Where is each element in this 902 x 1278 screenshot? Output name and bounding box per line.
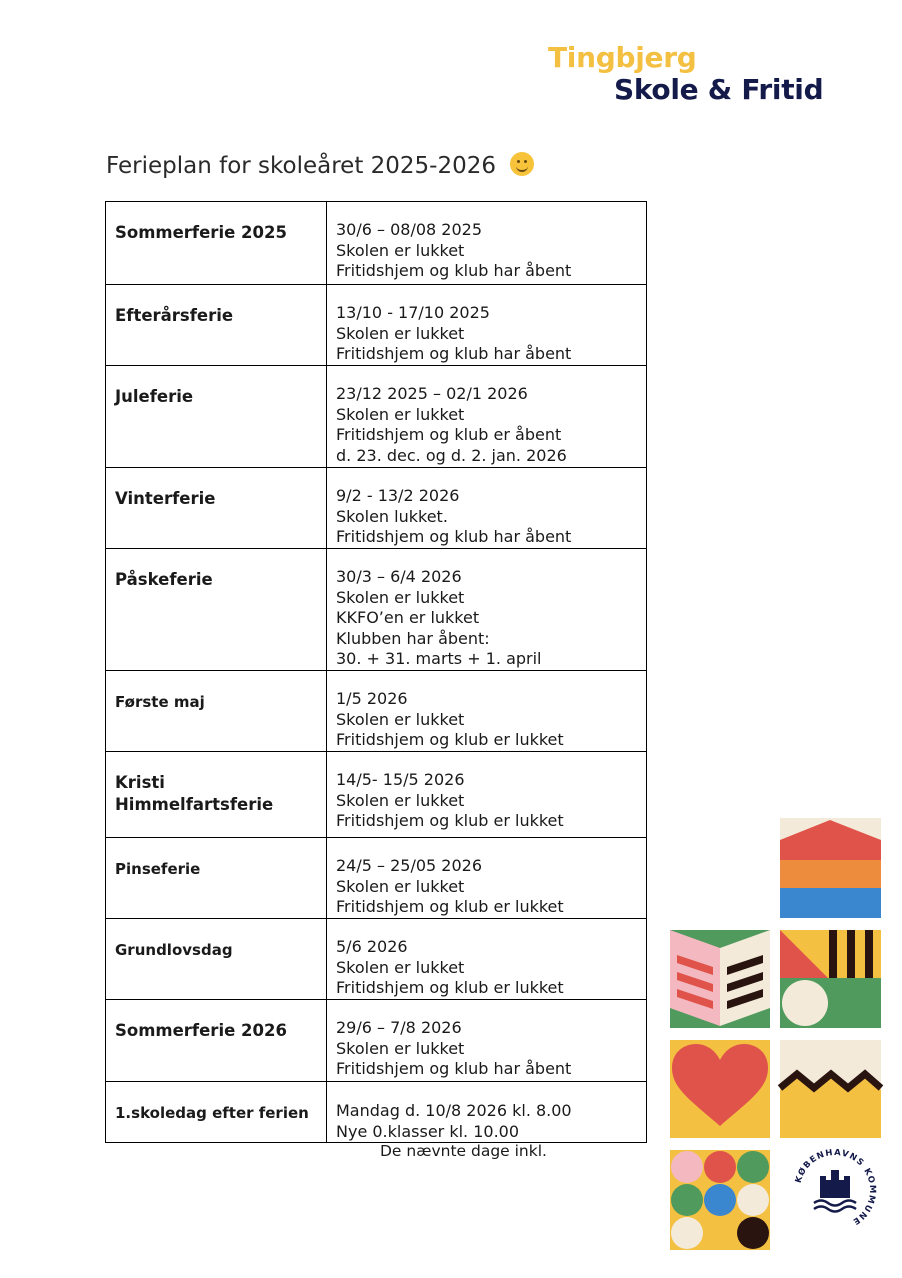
holiday-name: Pinseferie (115, 860, 201, 878)
zigzag-tile-icon (780, 1040, 881, 1138)
holiday-detail-line: Fritidshjem og klub har åbent (336, 261, 572, 280)
holiday-detail-line: Klubben har åbent: (336, 628, 490, 648)
holiday-detail-line: Fritidshjem og klub er lukket (336, 897, 564, 916)
book-tile-icon (670, 930, 770, 1028)
holiday-detail-line: Skolen lukket. (336, 506, 448, 526)
holiday-detail-line: Fritidshjem og klub har åbent (336, 1059, 572, 1078)
holiday-name: 1.skoledag efter ferien (115, 1104, 309, 1122)
holiday-name: Efterårsferie (115, 306, 234, 325)
holiday-name: Vinterferie (115, 489, 216, 508)
holiday-name: Kristi Himmelfartsferie (115, 773, 274, 814)
holiday-name: Sommerferie 2026 (115, 1021, 287, 1040)
holiday-detail-line: Skolen er lukket (336, 404, 465, 424)
holiday-detail-line: Nye 0.klasser kl. 10.00 (336, 1121, 520, 1141)
holiday-detail-line: 30/6 – 08/08 2025 (336, 220, 483, 239)
holiday-detail-line: Skolen er lukket (336, 323, 465, 343)
holiday-detail-line: Fritidshjem og klub er lukket (336, 730, 564, 749)
holiday-detail-line: 24/5 – 25/05 2026 (336, 856, 483, 875)
holiday-detail-line: 9/2 - 13/2 2026 (336, 486, 460, 505)
holiday-detail-line: Mandag d. 10/8 2026 kl. 8.00 (336, 1101, 572, 1120)
holiday-detail-line: 30/3 – 6/4 2026 (336, 567, 462, 586)
geometric-tile-icon (780, 930, 881, 1028)
holiday-detail-line: Fritidshjem og klub er lukket (336, 811, 564, 830)
holiday-name: Grundlovsdag (115, 941, 233, 959)
holiday-detail-line: Skolen er lukket (336, 1038, 465, 1058)
holiday-name: Sommerferie 2025 (115, 223, 287, 242)
holiday-detail-line: Fritidshjem og klub har åbent (336, 527, 572, 546)
page-title-text: Ferieplan for skoleåret 2025-2026 (106, 153, 497, 179)
holiday-detail-line: Skolen er lukket (336, 587, 465, 607)
holiday-detail-line: Skolen er lukket (336, 240, 465, 260)
holiday-detail-line: 13/10 - 17/10 2025 (336, 303, 490, 322)
holiday-detail-line: 23/12 2025 – 02/1 2026 (336, 384, 528, 403)
holiday-detail-line: Fritidshjem og klub er åbent (336, 425, 562, 444)
logo-line-1: Tingbjerg (548, 41, 697, 74)
holiday-detail-line: 14/5- 15/5 2026 (336, 770, 465, 789)
holiday-detail-line: 5/6 2026 (336, 937, 408, 956)
holiday-detail-line: Fritidshjem og klub er lukket (336, 978, 564, 997)
footnote: De nævnte dage inkl. (380, 1142, 547, 1160)
holiday-detail-line: Skolen er lukket (336, 957, 465, 977)
dots-tile-icon (670, 1150, 770, 1250)
roof-tile-icon (780, 818, 881, 918)
holiday-detail-line: Skolen er lukket (336, 709, 465, 729)
holiday-detail-line: KKFO’en er lukket (336, 608, 480, 627)
holiday-name: Juleferie (115, 387, 194, 406)
holiday-detail-line: Skolen er lukket (336, 876, 465, 896)
holiday-detail-line: Skolen er lukket (336, 790, 465, 810)
heart-tile-icon (670, 1040, 770, 1138)
logo-line-2: Skole & Fritid (614, 73, 824, 106)
holiday-name: Første maj (115, 693, 205, 711)
holiday-detail-line: 30. + 31. marts + 1. april (336, 649, 542, 668)
seal-text: KØBENHAVNS KOMMUNE (793, 1147, 878, 1227)
holiday-detail-line: d. 23. dec. og d. 2. jan. 2026 (336, 445, 567, 465)
holiday-detail-line: Fritidshjem og klub har åbent (336, 344, 572, 363)
holiday-detail-line: 29/6 – 7/8 2026 (336, 1018, 462, 1037)
holiday-detail-line: 1/5 2026 (336, 689, 408, 708)
holiday-name: Påskeferie (115, 570, 213, 589)
copenhagen-seal-icon (794, 1148, 877, 1227)
